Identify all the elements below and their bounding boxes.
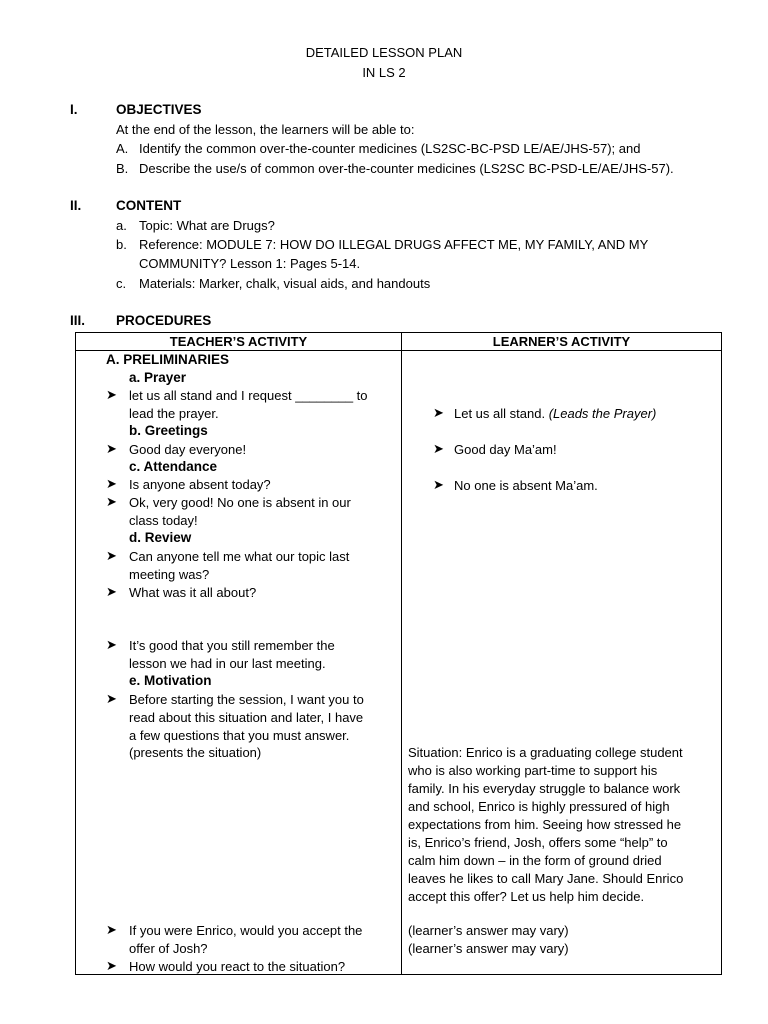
learner-prayer-note: (Leads the Prayer) — [548, 406, 657, 421]
situation-line: and school, Enrico is highly pressured of high — [408, 799, 670, 814]
arrow-bullet-icon: ➤ — [106, 922, 117, 937]
situation-line: leaves he likes to call Mary Jane. Should Enrico — [408, 871, 684, 886]
teacher-motivation-1: Before starting the session, I want you to — [129, 692, 364, 707]
learner-activity-header: LEARNER’S ACTIVITY — [402, 333, 722, 351]
motivation-heading: e. Motivation — [129, 673, 212, 688]
situation-line: who is also working part-time to support his — [408, 763, 658, 778]
teacher-activity-cell — [76, 351, 402, 975]
situation-line: accept this offer? Let us help him decide. — [408, 889, 645, 904]
arrow-bullet-icon: ➤ — [106, 476, 117, 491]
objectives-heading: OBJECTIVES — [116, 102, 202, 117]
objectives-intro: At the end of the lesson, the learners will be able to: — [116, 122, 415, 137]
content-heading: CONTENT — [116, 198, 182, 213]
teacher-attendance-q: Is anyone absent today? — [129, 477, 271, 492]
arrow-bullet-icon: ➤ — [433, 441, 444, 456]
situation-line: Situation: Enrico is a graduating college student — [408, 745, 683, 760]
objective-marker: A. — [116, 141, 129, 156]
arrow-bullet-icon: ➤ — [433, 405, 444, 420]
objectives-numeral: I. — [70, 102, 78, 117]
procedures-table — [75, 332, 722, 975]
arrow-bullet-icon: ➤ — [106, 958, 117, 973]
teacher-prayer-line1: let us all stand and I request ________ to — [129, 388, 368, 403]
arrow-bullet-icon: ➤ — [106, 548, 117, 563]
situation-line: is, Enrico’s friend, Josh, offers some “help” to — [408, 835, 668, 850]
content-marker: a. — [116, 218, 127, 233]
teacher-activity-header: TEACHER’S ACTIVITY — [76, 333, 402, 351]
content-reference-cont: COMMUNITY? Lesson 1: Pages 5-14. — [139, 256, 361, 271]
content-reference: Reference: MODULE 7: HOW DO ILLEGAL DRUGS AFFECT ME, MY FAMILY, AND MY — [139, 237, 649, 252]
teacher-review-resp2: lesson we had in our last meeting. — [129, 656, 326, 671]
content-numeral: II. — [70, 198, 82, 213]
teacher-motivation-2: read about this situation and later, I have — [129, 710, 364, 725]
situation-line: family. In his everyday struggle to balance work — [408, 781, 681, 796]
content-topic: Topic: What are Drugs? — [139, 218, 275, 233]
teacher-review-q1a: Can anyone tell me what our topic last — [129, 549, 350, 564]
attendance-heading: c. Attendance — [129, 459, 218, 474]
procedures-numeral: III. — [70, 313, 86, 328]
teacher-question-2: How would you react to the situation? — [129, 959, 346, 974]
learner-greeting: Good day Ma’am! — [454, 442, 557, 457]
arrow-bullet-icon: ➤ — [106, 637, 117, 652]
arrow-bullet-icon: ➤ — [106, 584, 117, 599]
review-heading: d. Review — [129, 530, 192, 545]
teacher-attendance-resp2: class today! — [129, 513, 198, 528]
teacher-greeting: Good day everyone! — [129, 442, 247, 457]
arrow-bullet-icon: ➤ — [106, 494, 117, 509]
content-marker: c. — [116, 276, 127, 291]
prayer-heading: a. Prayer — [129, 370, 187, 385]
learner-answer-1: (learner’s answer may vary) — [408, 923, 569, 938]
arrow-bullet-icon: ➤ — [106, 691, 117, 706]
teacher-motivation-4: (presents the situation) — [129, 745, 262, 760]
arrow-bullet-icon: ➤ — [106, 441, 117, 456]
teacher-question-1a: If you were Enrico, would you accept the — [129, 923, 363, 938]
content-materials: Materials: Marker, chalk, visual aids, and handouts — [139, 276, 431, 291]
document-subtitle: IN LS 2 — [362, 65, 406, 80]
teacher-review-resp1: It’s good that you still remember the — [129, 638, 335, 653]
arrow-bullet-icon: ➤ — [106, 387, 117, 402]
content-marker: b. — [116, 237, 127, 252]
objective-marker: B. — [116, 161, 129, 176]
objective-text: Identify the common over-the-counter medicines (LS2SC-BC-PSD LE/AE/JHS-57); and — [139, 141, 641, 156]
learner-prayer — [454, 405, 656, 423]
teacher-motivation-3: a few questions that you must answer. — [129, 728, 350, 743]
learner-attendance: No one is absent Ma’am. — [454, 478, 598, 493]
teacher-review-q1b: meeting was? — [129, 567, 210, 582]
teacher-question-1b: offer of Josh? — [129, 941, 208, 956]
learner-prayer-text: Let us all stand. — [454, 406, 546, 421]
document-title: DETAILED LESSON PLAN — [305, 45, 463, 60]
arrow-bullet-icon: ➤ — [433, 477, 444, 492]
learner-activity-cell — [402, 351, 722, 975]
situation-line: expectations from him. Seeing how stressed he — [408, 817, 682, 832]
procedures-heading: PROCEDURES — [116, 313, 212, 328]
greetings-heading: b. Greetings — [129, 423, 208, 438]
preliminaries-heading: A. PRELIMINARIES — [106, 352, 230, 367]
teacher-prayer-line2: lead the prayer. — [129, 406, 219, 421]
teacher-review-q2: What was it all about? — [129, 585, 257, 600]
situation-line: calm him down – in the form of ground dried — [408, 853, 662, 868]
teacher-attendance-resp1: Ok, very good! No one is absent in our — [129, 495, 351, 510]
learner-answer-2: (learner’s answer may vary) — [408, 941, 569, 956]
objective-text: Describe the use/s of common over-the-counter medicines (LS2SC BC-PSD-LE/AE/JHS-57). — [139, 161, 674, 176]
